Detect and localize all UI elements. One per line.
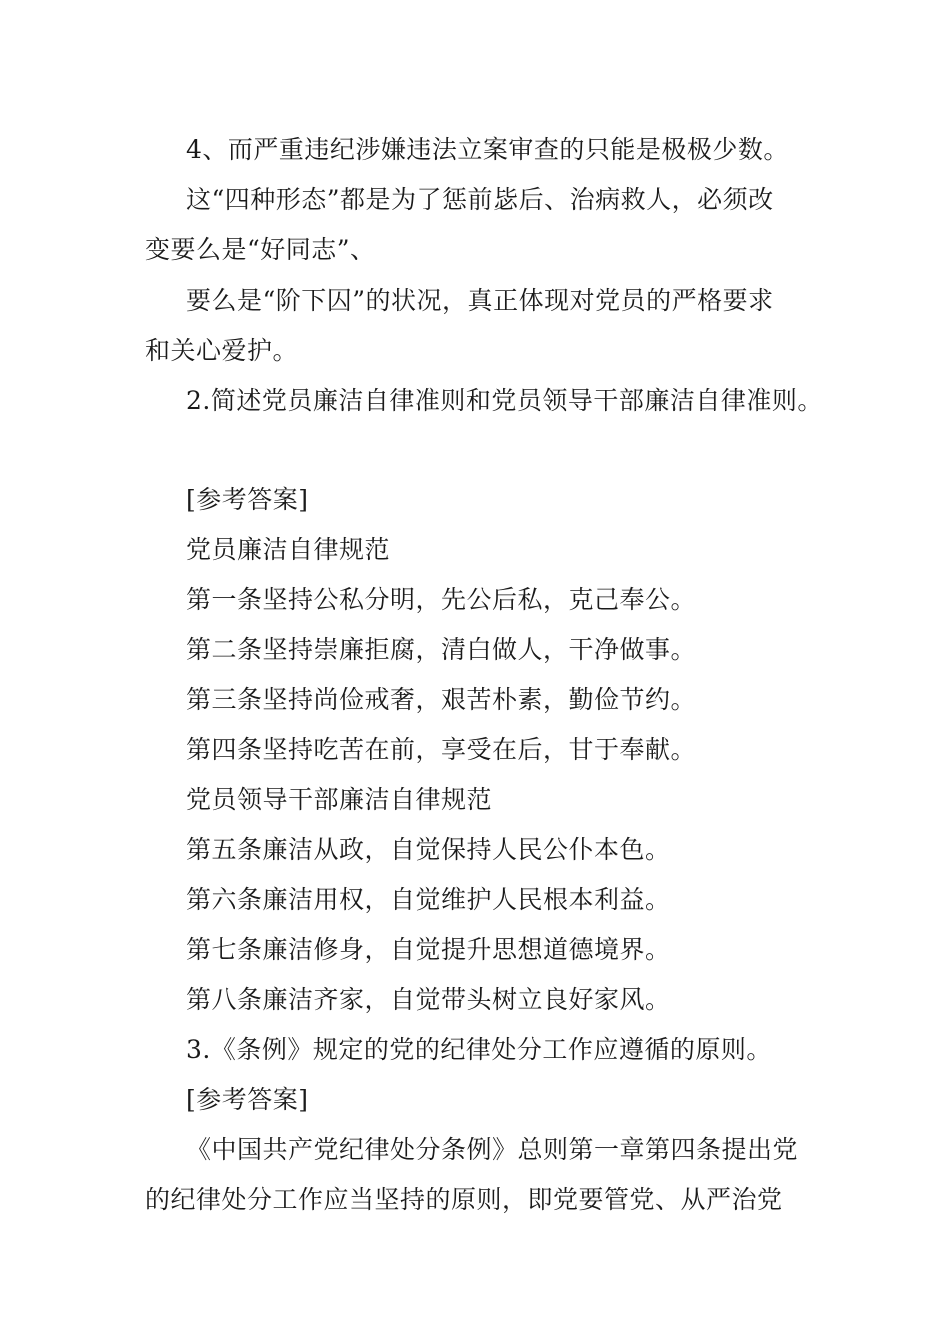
paragraph-line: 要么是“阶下囚”的状况，真正体现对党员的严格要求	[186, 286, 774, 315]
reference-answer-label: [参考答案]	[186, 485, 309, 514]
paragraph-line: 的纪律处分工作应当坚持的原则，即党要管党、从严治党	[145, 1185, 783, 1214]
article-line: 第七条廉洁修身，自觉提升思想道德境界。	[186, 935, 671, 964]
paragraph-line: 4、而严重违纪涉嫌违法立案审查的只能是极极少数。	[186, 135, 789, 164]
paragraph-line: 《中国共产党纪律处分条例》总则第一章第四条提出党	[186, 1135, 799, 1164]
section-heading: 党员廉洁自律规范	[186, 535, 391, 564]
article-line: 第四条坚持吃苦在前，享受在后，甘于奉献。	[186, 735, 697, 764]
paragraph-line: 这“四种形态”都是为了惩前毖后、治病救人，必须改	[186, 185, 774, 214]
paragraph-line: 变要么是“好同志”、	[145, 235, 376, 264]
section-heading: 党员领导干部廉洁自律规范	[186, 785, 493, 814]
reference-answer-label: [参考答案]	[186, 1085, 309, 1114]
question-heading: 3.《条例》规定的党的纪律处分工作应遵循的原则。	[186, 1035, 772, 1064]
question-heading: 2.简述党员廉洁自律准则和党员领导干部廉洁自律准则。	[186, 386, 823, 415]
article-line: 第五条廉洁从政，自觉保持人民公仆本色。	[186, 835, 671, 864]
article-line: 第一条坚持公私分明，先公后私，克己奉公。	[186, 585, 697, 614]
article-line: 第二条坚持崇廉拒腐，清白做人，干净做事。	[186, 635, 697, 664]
article-line: 第三条坚持尚俭戒奢，艰苦朴素，勤俭节约。	[186, 685, 697, 714]
paragraph-line: 和关心爱护。	[145, 336, 299, 365]
article-line: 第八条廉洁齐家，自觉带头树立良好家风。	[186, 985, 671, 1014]
article-line: 第六条廉洁用权，自觉维护人民根本利益。	[186, 885, 671, 914]
